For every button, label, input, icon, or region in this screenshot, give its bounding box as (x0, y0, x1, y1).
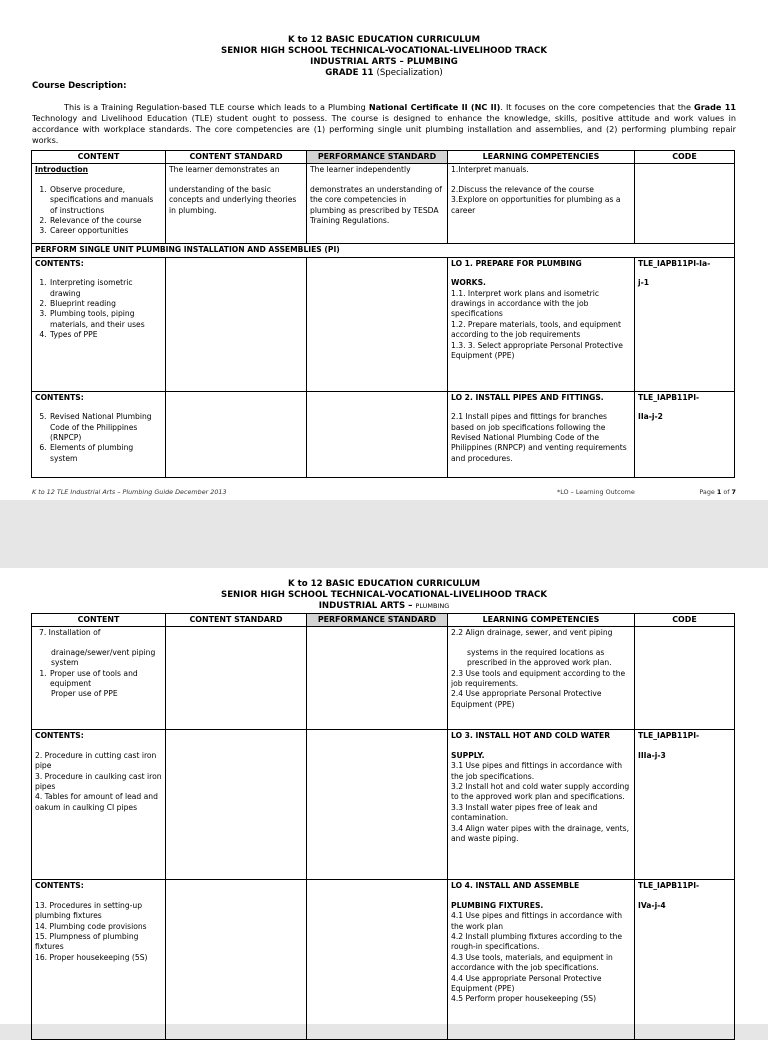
lo4-code-a: TLE_IAPB11PI- (638, 881, 700, 891)
competency-num: 4.3 (451, 952, 464, 962)
competency-text: Install pipes and fittings for branches based on job specifications following the Revised National Plumbing Code of the Philippines (RNPCP) and venting requirements and procedures. (451, 412, 627, 463)
header-grade (0, 68, 768, 79)
performance-standard-text-b: demonstrates an understanding of the core competencies in plumbing as prescribed by TESDA Training Regulations. (310, 184, 442, 226)
competency-text: Use pipes and fittings in accordance with the work plan (451, 911, 623, 931)
header-line-1: K to 12 BASIC EDUCATION CURRICULUM (287, 579, 481, 589)
lo1-code-b: j-1 (638, 278, 650, 288)
col-performance-standard: PERFORMANCE STANDARD (307, 614, 448, 627)
page-of: of (721, 488, 732, 496)
content-text: Tables for amount of lead and oakum in caulking CI pipes (35, 792, 158, 812)
competency-item (451, 782, 631, 803)
lo2-content-standard-cell (166, 391, 307, 477)
competency-text: Align water pipes with the drainage, vents, and waste piping. (451, 823, 630, 844)
col-content-standard: CONTENT STANDARD (166, 614, 307, 627)
lo1-content-standard-cell (166, 257, 307, 391)
content-text: Plumpness of plumbing fixtures (35, 932, 139, 952)
lo1-performance-standard-cell (307, 257, 448, 391)
competency-num: 1.3. (451, 340, 466, 350)
content-item (35, 953, 162, 963)
competency-text: Install water pipes free of leak and contamination. (451, 802, 598, 823)
header-line-2: SENIOR HIGH SCHOOL TECHNICAL-VOCATIONAL-LIVELIHOOD TRACK (221, 590, 547, 600)
content-text: drainage/sewer/vent piping system (51, 647, 156, 668)
content-num: 3. (35, 771, 43, 781)
list-item: 1. Interpreting isometric drawing (49, 278, 162, 299)
competency-item (451, 320, 631, 341)
lo2-title: LO 2. INSTALL PIPES AND FITTINGS. (451, 392, 604, 402)
competency-item (451, 341, 631, 362)
header-line-2: SENIOR HIGH SCHOOL TECHNICAL-VOCATIONAL-LIVELIHOOD TRACK (221, 46, 547, 56)
lo4-title-a: LO 4. INSTALL AND ASSEMBLE (451, 881, 580, 891)
lo2c-competencies-cell (448, 627, 635, 730)
curriculum-table-page-1 (31, 150, 735, 478)
footer-lo-note: *LO – Learning Outcome (557, 488, 635, 496)
grade-label: GRADE 11 (325, 68, 374, 78)
lo4-title-b: PLUMBING FIXTURES. (451, 900, 544, 910)
footer-left: K to 12 TLE Industrial Arts – Plumbing Guide December 2013 (32, 488, 227, 496)
content-text: Plumbing code provisions (49, 921, 147, 931)
table-row-lo1 (32, 257, 735, 391)
intro-competencies-cell (448, 164, 635, 244)
competency-text: Interpret work plans and isometric drawings in accordance with the job specifications (451, 288, 600, 319)
lo1-title-b: WORKS. (451, 278, 486, 288)
competency-item (451, 953, 631, 974)
content-text: Procedures in setting-up plumbing fixtures (35, 900, 143, 921)
lo1-title-a: LO 1. PREPARE FOR PLUMBING (451, 258, 582, 268)
intro-title: Introduction (35, 165, 89, 175)
list-item: 2. Relevance of the course (49, 216, 162, 226)
competency-text: Use appropriate Personal Protective Equipment (PPE) (451, 973, 602, 994)
content-num: 16. (35, 952, 48, 962)
competency-item (451, 289, 631, 320)
list-item: 3. Plumbing tools, piping materials, and their uses (49, 309, 162, 330)
lo3-title-a: LO 3. INSTALL HOT AND COLD WATER (451, 731, 611, 741)
content-standard-text-a: The learner demonstrates an (169, 165, 280, 175)
competency-text: Use pipes and fittings in accordance with the job specifications. (451, 761, 623, 781)
competency-text: Align drainage, sewer, and vent piping (465, 628, 613, 638)
header-line-3-small (0, 601, 768, 612)
table-row-introduction (32, 164, 735, 244)
col-learning-competencies: LEARNING COMPETENCIES (448, 151, 635, 164)
lo1-code-cell (635, 257, 735, 391)
page-1-header (0, 35, 768, 79)
content-item (35, 922, 162, 932)
lo3-title-b: SUPPLY. (451, 750, 485, 760)
competency-num: 2.1 (451, 412, 464, 422)
competency-num: 4.4 (451, 973, 464, 983)
course-description-text (32, 102, 736, 146)
lo4-code-cell (635, 880, 735, 1040)
lo2-code-a: TLE_IAPB11PI- (638, 392, 700, 402)
intro-code-cell (635, 164, 735, 244)
list-item: 4. Types of PPE (49, 330, 162, 340)
competency-text: 3. Select appropriate Personal Protective Equipment (PPE) (451, 340, 623, 361)
col-performance-standard: PERFORMANCE STANDARD (307, 151, 448, 164)
competency-num: 4.5 (451, 994, 464, 1004)
page-2-header (0, 579, 768, 612)
competency-item: 2.Discuss the relevance of the course (451, 184, 594, 194)
lo1-content-cell (32, 257, 166, 391)
page-prefix: Page (699, 488, 717, 496)
col-content: CONTENT (32, 614, 166, 627)
competency-text: Perform proper housekeeping (5S) (465, 994, 597, 1004)
lo4-content-standard-cell (166, 880, 307, 1040)
content-text: Proper housekeeping (5S) (49, 952, 148, 962)
document-page-2 (0, 568, 768, 1024)
course-text-1: This is a Training Regulation-based TLE course which leads to a Plumbing (64, 102, 369, 112)
competency-item (451, 628, 631, 638)
content-item (35, 751, 162, 772)
contents-label: CONTENTS: (35, 258, 84, 268)
competency-num: 1.1. (451, 288, 466, 298)
lo4-competencies-cell (448, 880, 635, 1040)
content-num: 15. (35, 932, 48, 942)
intro-performance-standard-cell (307, 164, 448, 244)
competency-text: Install plumbing fixtures according to the rough-in specifications. (451, 932, 623, 952)
course-description-heading: Course Description: (32, 81, 127, 91)
col-learning-competencies: LEARNING COMPETENCIES (448, 614, 635, 627)
competency-num: 2.3 (451, 668, 464, 678)
document-page-1 (0, 0, 768, 500)
list-item: 2. Blueprint reading (49, 299, 162, 309)
col-content-standard: CONTENT STANDARD (166, 151, 307, 164)
table-row-lo4 (32, 880, 735, 1040)
competency-item (451, 412, 631, 464)
competency-item (451, 803, 631, 824)
contents-label: CONTENTS: (35, 392, 84, 402)
lo4-content-cell (32, 880, 166, 1040)
competency-item (451, 761, 631, 782)
list-item: 1. Proper use of tools and equipment (49, 669, 162, 690)
lo3-content-cell (32, 730, 166, 880)
lo3-competencies-cell (448, 730, 635, 880)
content-item (35, 932, 162, 953)
content-num: 14. (35, 921, 48, 931)
competency-num: 3.1 (451, 761, 464, 771)
footer-page-number (699, 488, 736, 496)
lo2-content-cell (32, 391, 166, 477)
course-text-grade: Grade 11 (694, 102, 736, 112)
contents-label: CONTENTS: (35, 881, 84, 891)
lo2-competencies-cell (448, 391, 635, 477)
competency-text: Use tools and equipment according to the job requirements. (451, 668, 626, 689)
page-total: 7 (731, 488, 736, 496)
header-line-3-prefix: INDUSTRIAL ARTS – (318, 601, 416, 611)
competency-num: 4.2 (451, 932, 464, 942)
table-header-row (32, 614, 735, 627)
content-num: 13. (35, 900, 48, 910)
content-text: Procedure in cutting cast iron pipe (35, 750, 157, 771)
col-code: CODE (635, 614, 735, 627)
lo1-competencies-cell (448, 257, 635, 391)
competency-item (451, 911, 631, 932)
list-item: 5. Revised National Plumbing Code of the Philippines (RNPCP) (49, 412, 162, 443)
section-title-row (32, 244, 735, 257)
content-item (35, 772, 162, 793)
contents-label: CONTENTS: (35, 731, 84, 741)
competency-item (451, 689, 631, 710)
header-line-3-small-text: PLUMBING (415, 602, 450, 610)
table-row-lo2 (32, 391, 735, 477)
competency-text: Use appropriate Personal Protective Equipment (PPE) (451, 689, 602, 709)
content-text: Proper use of PPE (51, 689, 118, 699)
competency-text: Install hot and cold water supply according to the approved work plan and specifications. (451, 782, 630, 802)
lo2c-performance-standard-cell (307, 627, 448, 730)
col-content: CONTENT (32, 151, 166, 164)
competency-num: 3.3 (451, 802, 464, 812)
course-text-nc: National Certificate II (NC II) (368, 102, 501, 112)
competency-num: 1.2. (451, 319, 466, 329)
competency-text: systems in the required locations as prescribed in the approved work plan. (467, 647, 612, 668)
competency-item (451, 669, 631, 690)
lo3-content-standard-cell (166, 730, 307, 880)
course-text-3: Technology and Livelihood Education (TLE) student ought to possess. The course is designed to enhance the knowledge, skills, positive attitude and work values in accordance with workplace standards. The core competencies are (1) performing single unit plumbing installation and assemblies, and (2) performing plumbing repair works. (32, 113, 736, 145)
competency-text: Use tools, materials, and equipment in accordance with the job specifications. (451, 952, 613, 973)
lo2c-content-cell (32, 627, 166, 730)
competency-text: Prepare materials, tools, and equipment according to the job requirements (451, 319, 621, 340)
header-line-1: K to 12 BASIC EDUCATION CURRICULUM (287, 35, 481, 45)
section-title: PERFORM SINGLE UNIT PLUMBING INSTALLATION AND ASSEMBLIES (PI) (32, 244, 735, 257)
content-item (35, 628, 162, 638)
performance-standard-text-a: The learner independently (310, 165, 411, 175)
content-num: 2. (35, 750, 43, 760)
content-standard-text-b: understanding of the basic concepts and underlying theories in plumbing. (169, 184, 297, 215)
table-header-row (32, 151, 735, 164)
content-item (35, 901, 162, 922)
lo3-code-b: IIIa-j-3 (638, 750, 666, 760)
lo4-performance-standard-cell (307, 880, 448, 1040)
competency-item (451, 932, 631, 953)
lo2c-code-cell (635, 627, 735, 730)
lo3-code-a: TLE_IAPB11PI- (638, 731, 700, 741)
grade-note: (Specialization) (376, 68, 443, 78)
content-num: 7. (39, 628, 47, 638)
competency-num: 2.4 (451, 689, 464, 699)
content-text: Procedure in caulking cast iron pipes (35, 771, 162, 792)
page-num: 1 (716, 488, 722, 496)
table-row-lo2-continued (32, 627, 735, 730)
competency-num: 3.2 (451, 782, 464, 792)
list-item: 1. Observe procedure, specifications and manuals of instructions (49, 185, 162, 216)
competency-item (451, 824, 631, 845)
list-item: 3. Career opportunities (49, 226, 162, 236)
competency-item (451, 994, 631, 1004)
table-row-lo3 (32, 730, 735, 880)
intro-content-standard-cell (166, 164, 307, 244)
curriculum-table-page-2 (31, 613, 735, 1040)
lo2-code-b: IIa-j-2 (638, 412, 663, 422)
lo2-performance-standard-cell (307, 391, 448, 477)
course-text-2: . It focuses on the core competencies that the (500, 102, 695, 112)
lo1-code-a: TLE_IAPB11PI-Ia- (638, 258, 711, 268)
lo4-code-b: IVa-j-4 (638, 900, 666, 910)
lo2c-content-standard-cell (166, 627, 307, 730)
content-text: Installation of (48, 628, 101, 638)
list-item: 6. Elements of plumbing system (49, 443, 162, 464)
intro-content-cell (32, 164, 166, 244)
content-item (35, 792, 162, 813)
lo2-code-cell (635, 391, 735, 477)
competency-num: 3.4 (451, 823, 464, 833)
lo3-code-cell (635, 730, 735, 880)
lo3-performance-standard-cell (307, 730, 448, 880)
competency-item: 3.Explore on opportunities for plumbing as a career (451, 195, 621, 215)
competency-item: 1.Interpret manuals. (451, 165, 529, 175)
competency-num: 4.1 (451, 911, 464, 921)
header-line-3: INDUSTRIAL ARTS – PLUMBING (310, 57, 458, 67)
content-num: 4. (35, 792, 43, 802)
competency-num: 2.2 (451, 628, 464, 638)
col-code: CODE (635, 151, 735, 164)
competency-item (451, 974, 631, 995)
